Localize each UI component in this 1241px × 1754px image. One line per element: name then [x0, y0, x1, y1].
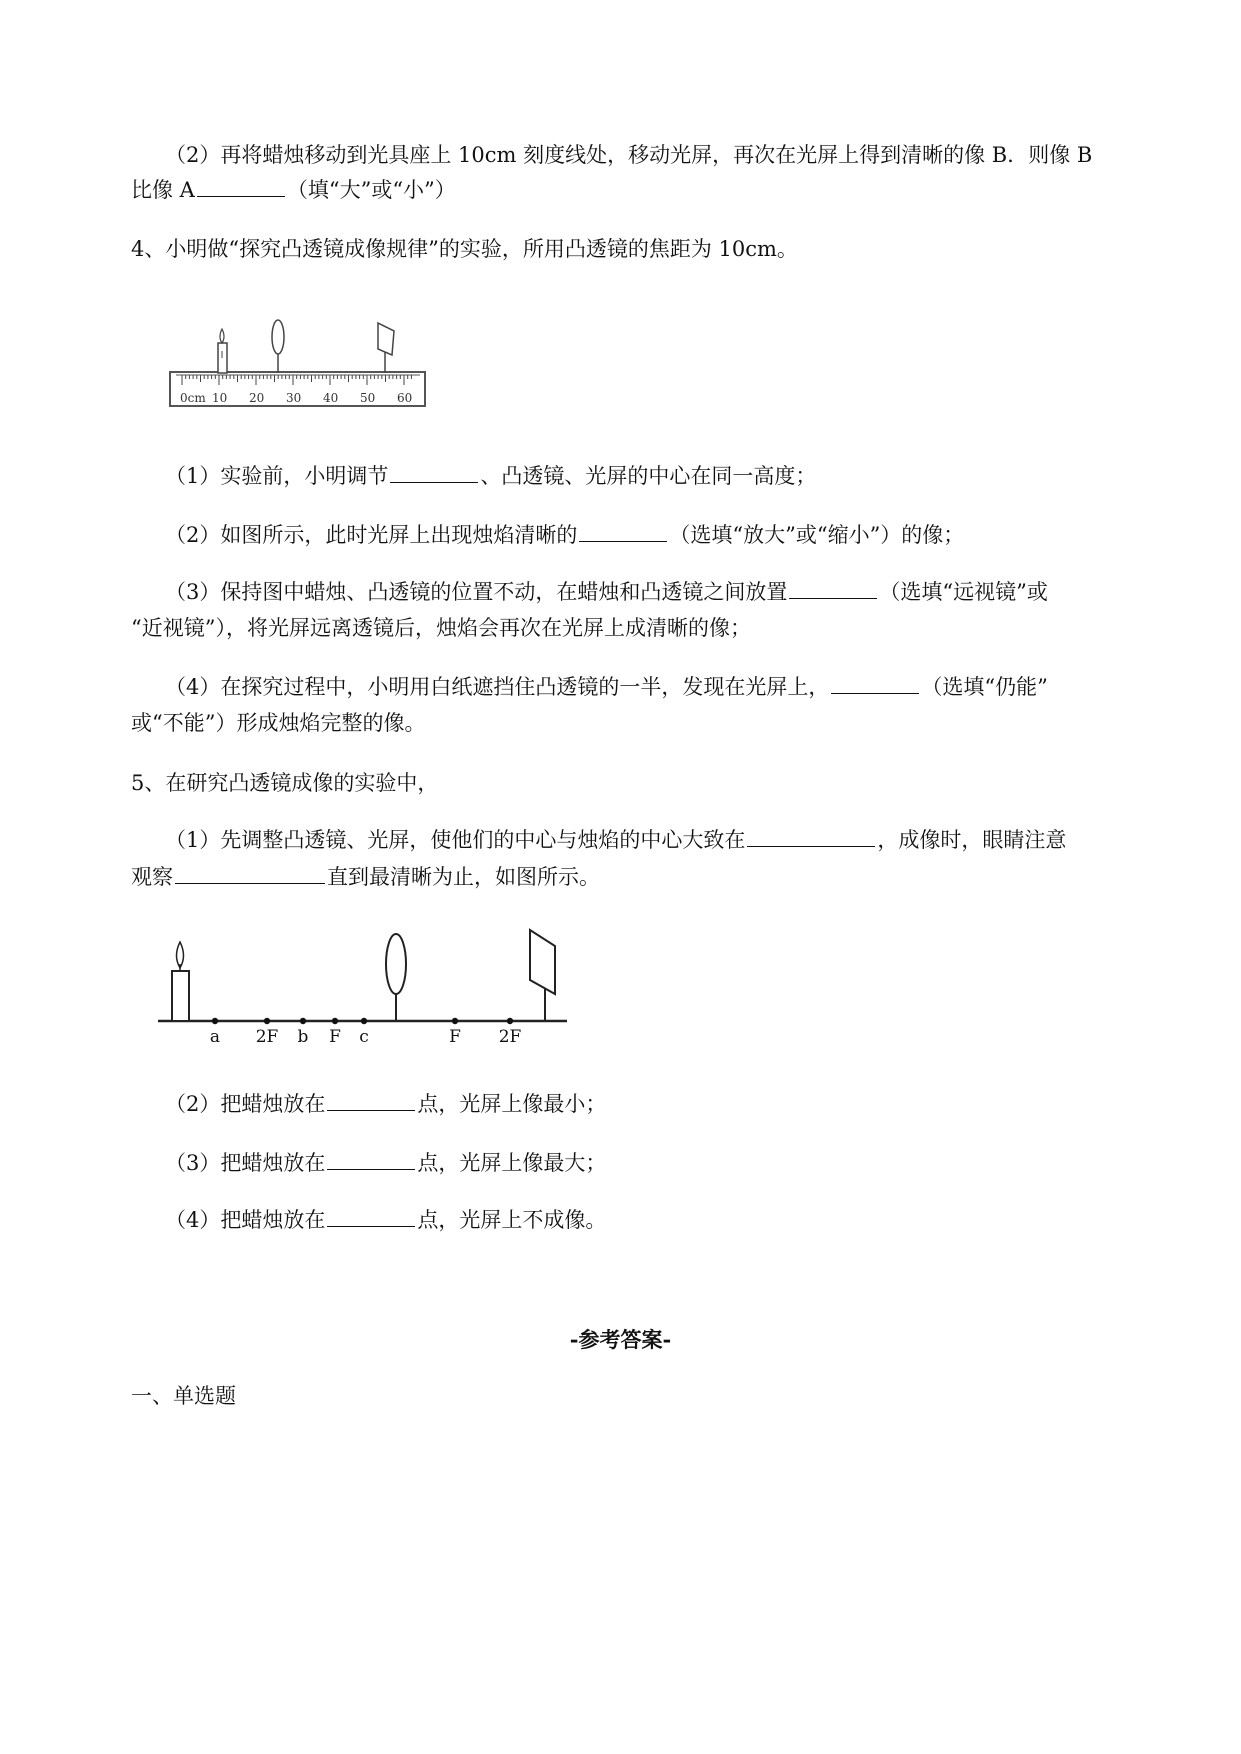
axis-point-dot — [332, 1018, 338, 1024]
q4-sub1: （1）实验前，小明调节 、凸透镜、光屏的中心在同一高度； — [165, 464, 817, 488]
axis-point-label: a — [209, 1027, 221, 1047]
answer-blank[interactable] — [831, 673, 919, 694]
convex-lens-icon — [272, 320, 284, 373]
candle-icon — [172, 942, 189, 1021]
axis-point-dot — [507, 1018, 513, 1024]
q5-stem: 5、在研究凸透镜成像的实验中， — [131, 771, 439, 795]
q3-part2-line2: 比像 A （填“大”或“小”） — [131, 178, 456, 202]
light-screen-icon — [530, 930, 555, 1021]
axis-point-dot — [361, 1018, 367, 1024]
q5-sub4: （4）把蜡烛放在 点，光屏上不成像。 — [165, 1208, 607, 1232]
lens-imaging-figure — [155, 926, 575, 1051]
optical-bench-ruler-figure — [160, 315, 435, 415]
answer-blank[interactable] — [327, 1090, 415, 1111]
answer-blank[interactable] — [789, 578, 877, 599]
axis-point-dot — [264, 1018, 270, 1024]
axis-point-label: F — [329, 1027, 341, 1047]
ruler-label: 50 — [360, 391, 376, 405]
axis-point-label: c — [359, 1027, 369, 1047]
axis-point-label: 2F — [498, 1027, 522, 1047]
q5-sub1-line1: （1）先调整凸透镜、光屏，使他们的中心与烛焰的中心大致在 ，成像时，眼睛注意 — [165, 828, 1067, 852]
ruler-label: 10 — [212, 391, 228, 405]
q5-sub2: （2）把蜡烛放在 点，光屏上像最小； — [165, 1092, 607, 1116]
ruler-label: 0cm — [180, 391, 206, 405]
answer-blank[interactable] — [327, 1206, 415, 1227]
answer-blank[interactable] — [747, 826, 875, 847]
answer-blank[interactable] — [579, 521, 667, 542]
candle-icon — [218, 329, 227, 373]
axis-point-label: F — [449, 1027, 461, 1047]
axis-point-dot — [300, 1018, 306, 1024]
q4-stem: 4、小明做“探究凸透镜成像规律”的实验，所用凸透镜的焦距为 10cm。 — [131, 237, 798, 261]
ruler-label: 60 — [397, 391, 413, 405]
ruler-label: 20 — [249, 391, 265, 405]
q4-sub2: （2）如图所示，此时光屏上出现烛焰清晰的 （选填“放大”或“缩小”）的像； — [165, 523, 965, 547]
q5-sub1-line2: 观察 直到最清晰为止，如图所示。 — [131, 865, 600, 889]
convex-lens-icon — [386, 934, 406, 1021]
light-screen-icon — [378, 323, 394, 373]
answer-blank[interactable] — [390, 462, 478, 483]
answer-blank[interactable] — [175, 863, 325, 884]
answer-blank[interactable] — [197, 176, 285, 197]
q4-sub4-line1: （4）在探究过程中，小明用白纸遮挡住凸透镜的一半，发现在光屏上， （选填“仍能” — [165, 675, 1048, 699]
q5-sub3: （3）把蜡烛放在 点，光屏上像最大； — [165, 1151, 607, 1175]
axis-point-dot — [212, 1018, 218, 1024]
axis-point-dot — [452, 1018, 458, 1024]
ruler-label: 40 — [323, 391, 339, 405]
axis-point-label: b — [297, 1027, 309, 1047]
q4-sub3-line1: （3）保持图中蜡烛、凸透镜的位置不动，在蜡烛和凸透镜之间放置 （选填“远视镜”或 — [165, 580, 1048, 604]
section-heading: 一、单选题 — [131, 1384, 236, 1408]
q3-part2-line1: （2）再将蜡烛移动到光具座上 10cm 刻度线处，移动光屏，再次在光屏上得到清晰的像 B．则像 B — [165, 143, 1093, 167]
ruler-label: 30 — [286, 391, 302, 405]
answer-key-title: -参考答案- — [569, 1327, 672, 1352]
answer-blank[interactable] — [327, 1149, 415, 1170]
axis-point-label: 2F — [255, 1027, 279, 1047]
q4-sub4-line2: 或“不能”）形成烛焰完整的像。 — [131, 711, 426, 735]
q4-sub3-line2: “近视镜”），将光屏远离透镜后，烛焰会再次在光屏上成清晰的像； — [131, 616, 751, 640]
